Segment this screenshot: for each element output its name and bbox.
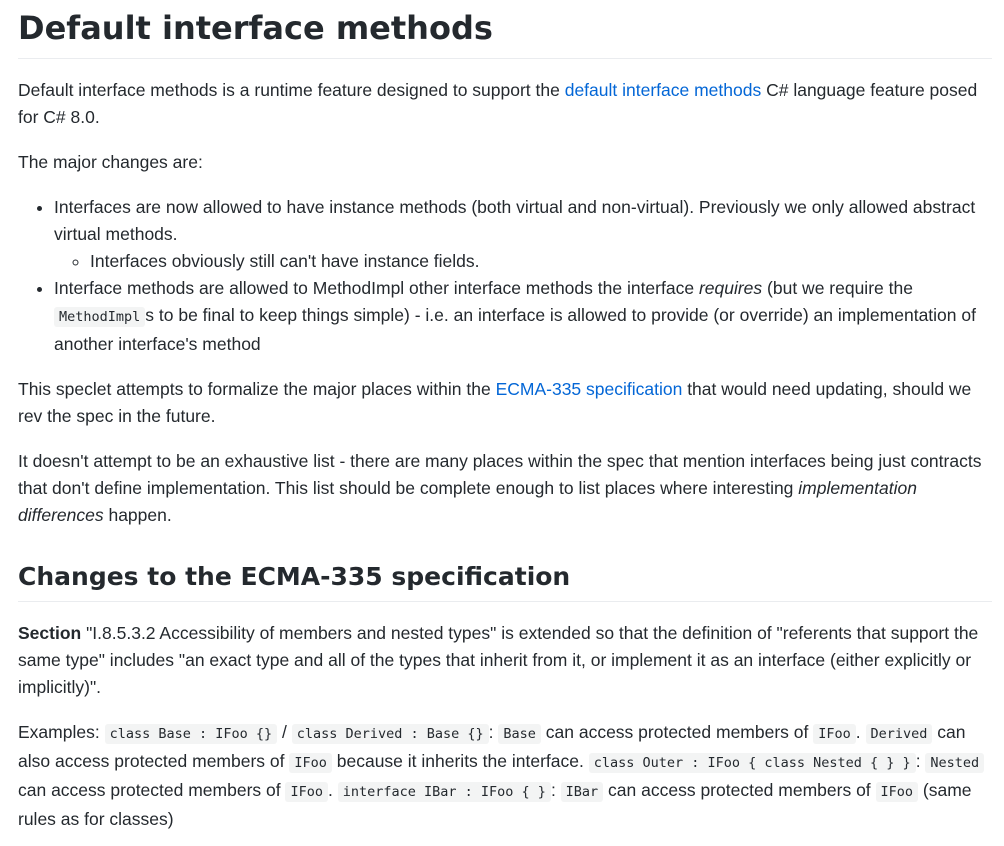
speclet-paragraph bbox=[18, 376, 992, 430]
section-label: Section bbox=[18, 623, 82, 643]
examples-text: : bbox=[915, 751, 926, 771]
changes-intro: The major changes are: bbox=[18, 152, 203, 172]
inline-code: class Derived : Base {} bbox=[292, 724, 489, 744]
list-item bbox=[54, 275, 992, 358]
examples-text: . bbox=[855, 722, 866, 742]
speclet-text-1: This speclet attempts to formalize the major places within the bbox=[18, 379, 496, 399]
exhaustive-paragraph bbox=[18, 448, 992, 529]
examples-paragraph bbox=[18, 719, 992, 833]
emphasis-implementation-differences: implementation differences bbox=[18, 478, 917, 525]
inline-code: class Outer : IFoo { class Nested { } } bbox=[589, 753, 916, 773]
examples-label: Examples: bbox=[18, 722, 105, 742]
page-title: Default interface methods bbox=[18, 8, 992, 59]
exhaustive-text-2: happen. bbox=[103, 505, 172, 525]
section-paragraph bbox=[18, 620, 992, 701]
inline-code: Base bbox=[498, 724, 541, 744]
examples-text: . bbox=[328, 780, 338, 800]
examples-text: can also access protected members of bbox=[18, 722, 966, 771]
exhaustive-text-1: It doesn't attempt to be an exhaustive list - there are many places within the spec that mention interfaces being just contracts that don't define implementation. This list should be complete enough to list places where interesting bbox=[18, 451, 982, 498]
section-heading: Changes to the ECMA-335 specification bbox=[18, 561, 992, 602]
intro-text-1: Default interface methods is a runtime feature designed to support the bbox=[18, 80, 565, 100]
sub-list-item: ◦ Interfaces obviously still can't have instance fields. bbox=[90, 248, 992, 275]
list-item-text: s to be final to keep things simple) - i.e. an interface is allowed to provide (or override) an implementation of another interface's method bbox=[54, 305, 976, 354]
speclet-text-2: that would need updating, should we rev the spec in the future. bbox=[18, 379, 972, 426]
inline-code: IBar bbox=[561, 782, 604, 802]
inline-code: IFoo bbox=[813, 724, 856, 744]
list-item-text: Interfaces are now allowed to have instance methods (both virtual and non-virtual). Previously we only allowed abstract virtual methods. bbox=[54, 197, 976, 244]
examples-text: : bbox=[550, 780, 561, 800]
inline-code: interface IBar : IFoo { } bbox=[338, 782, 551, 802]
emphasis-requires: requires bbox=[698, 278, 763, 298]
examples-text: (same rules as for classes) bbox=[18, 780, 972, 829]
examples-text: because it inherits the interface. bbox=[331, 751, 589, 771]
inline-code: Derived bbox=[866, 724, 933, 744]
inline-code: class Base : IFoo {} bbox=[105, 724, 278, 744]
list-item-text: Interface methods are allowed to MethodImpl other interface methods the interface bbox=[54, 278, 699, 298]
changes-list bbox=[18, 194, 992, 358]
default-interface-methods-link[interactable]: default interface methods bbox=[564, 80, 762, 100]
inline-code: IFoo bbox=[876, 782, 919, 802]
inline-code: IFoo bbox=[289, 753, 332, 773]
inline-code: MethodImpl bbox=[54, 307, 145, 327]
inline-code: IFoo bbox=[285, 782, 328, 802]
ecma-335-spec-link[interactable]: ECMA-335 specification bbox=[495, 379, 683, 399]
list-item bbox=[54, 194, 992, 275]
sub-list bbox=[54, 248, 992, 275]
examples-text: can access protected members of bbox=[18, 780, 286, 800]
examples-text: can access protected members of bbox=[540, 722, 814, 742]
examples-text: : bbox=[488, 722, 499, 742]
examples-text: / bbox=[277, 722, 292, 742]
examples-text: can access protected members of bbox=[603, 780, 876, 800]
intro-paragraph bbox=[18, 77, 992, 131]
section-text: "I.8.5.3.2 Accessibility of members and nested types" is extended so that the definition of "referents that support the same type" includes "an exact type and all of the types that inherit from it, or implement it as an interface (either explicitly or implicitly)". bbox=[18, 623, 979, 697]
document bbox=[0, 8, 1004, 833]
list-item-text: (but we require the bbox=[762, 278, 913, 298]
intro-text-2: C# language feature posed for C# 8.0. bbox=[18, 80, 978, 127]
inline-code: Nested bbox=[925, 753, 984, 773]
